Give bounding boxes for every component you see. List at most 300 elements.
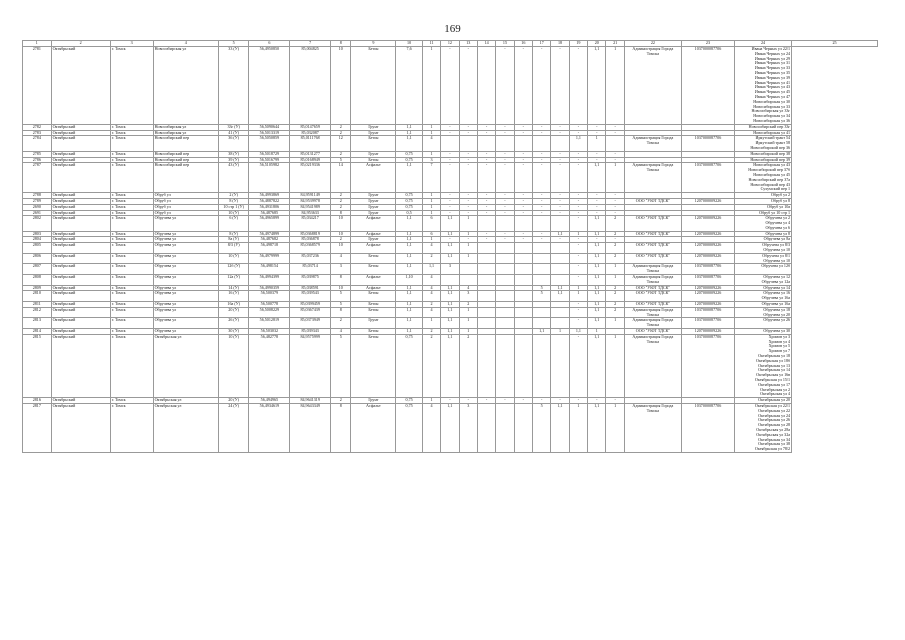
table-row: [23, 403, 878, 452]
house-cell: 20 (У): [218, 398, 249, 404]
district-cell: Октябрьский: [51, 307, 110, 318]
longitude-cell: 85,0219336: [290, 163, 331, 193]
value-cell: -: [496, 231, 514, 237]
value-cell: [477, 275, 495, 286]
column-number: 22: [624, 41, 681, 47]
value-cell: 1,1: [422, 264, 440, 275]
value-cell: -: [441, 204, 459, 210]
count-cell: 2: [331, 398, 351, 404]
value-cell: [496, 264, 514, 275]
row-number: 2784: [23, 136, 52, 151]
value-cell: 1,1: [441, 253, 459, 264]
ogrn-cell: 1037000087706: [681, 163, 734, 193]
value-cell: -: [477, 151, 495, 157]
value-cell: -: [606, 157, 624, 163]
value-cell: 1: [422, 198, 440, 204]
value-cell: 1,1: [396, 318, 423, 329]
value-cell: [496, 307, 514, 318]
house-cell: 30 (У): [218, 329, 249, 335]
latitude-cell: 56,4965899: [249, 216, 290, 231]
row-number: 2815: [23, 334, 52, 397]
value-cell: 1,1: [588, 403, 606, 452]
longitude-cell: 85,034217: [290, 216, 331, 231]
value-cell: -: [459, 204, 477, 210]
surface-cell: Асфальт: [351, 275, 396, 286]
latitude-cell: 56,487682: [249, 237, 290, 243]
value-cell: 0,75: [396, 398, 423, 404]
street-cell: Октябрьская ул: [153, 403, 218, 452]
street-cell: Обруб ул: [153, 210, 218, 216]
surface-cell: Асфальт: [351, 216, 396, 231]
value-cell: -: [551, 151, 569, 157]
value-cell: 1: [422, 193, 440, 199]
value-cell: 1,1: [441, 334, 459, 397]
value-cell: 2: [606, 253, 624, 264]
value-cell: -: [551, 198, 569, 204]
house-cell: 20 (У): [218, 307, 249, 318]
value-cell: -: [569, 237, 587, 243]
value-cell: 1,1: [441, 307, 459, 318]
longitude-cell: 85,039343: [290, 329, 331, 335]
value-cell: -: [606, 210, 624, 216]
district-cell: Октябрьский: [51, 291, 110, 302]
value-cell: [551, 216, 569, 231]
count-cell: 2: [331, 237, 351, 243]
value-cell: 2: [606, 302, 624, 308]
district-cell: Октябрьский: [51, 130, 110, 136]
address-line: Октябрьская ул 20: [758, 397, 791, 403]
value-cell: 1: [569, 403, 587, 452]
address-line: Октябрьская ул 14: [758, 367, 791, 373]
count-cell: 2: [331, 198, 351, 204]
address-line: Октябрьская ул 28а: [756, 426, 791, 432]
value-cell: -: [496, 193, 514, 199]
value-cell: 1: [422, 124, 440, 130]
value-cell: 1: [606, 163, 624, 193]
address-line: Октябрьская ул 22: [758, 407, 791, 413]
address-line: Октябрьская ул 15/1: [754, 377, 791, 382]
longitude-cell: 85,0399459: [290, 302, 331, 308]
value-cell: -: [533, 151, 551, 157]
district-cell: Октябрьский: [51, 318, 110, 329]
value-cell: -: [551, 163, 569, 193]
owner-cell: ООО "УЮТ ТДСК": [624, 253, 681, 264]
value-cell: 2: [422, 302, 440, 308]
value-cell: -: [588, 398, 606, 404]
table-row: [23, 47, 878, 125]
address-line: Октябрьская ул 28: [758, 422, 791, 428]
longitude-cell: 85,0368579: [290, 243, 331, 254]
street-cell: Обручева ул: [153, 275, 218, 286]
column-number: 4: [153, 41, 218, 47]
value-cell: -: [514, 157, 532, 163]
address-line: Новосибирский пер 33г: [748, 124, 791, 129]
latitude-cell: 56,482778: [249, 334, 290, 397]
street-cell: Новосибирская ул: [153, 130, 218, 136]
value-cell: -: [533, 124, 551, 130]
value-cell: -: [533, 130, 551, 136]
value-cell: -: [588, 204, 606, 210]
address-line: Обручева ул 26: [763, 317, 791, 323]
value-cell: -: [569, 193, 587, 199]
surface-cell: Бетон: [351, 264, 396, 275]
column-number: 16: [514, 41, 532, 47]
house-cell: 12а (У): [218, 275, 249, 286]
count-cell: 2: [331, 204, 351, 210]
value-cell: -: [569, 243, 587, 254]
value-cell: 1: [422, 318, 440, 329]
value-cell: -: [606, 204, 624, 210]
address-line: Обруб ул 10 стр 1: [759, 210, 791, 215]
latitude-cell: 56,5012819: [249, 318, 290, 329]
table-row: [23, 307, 878, 318]
ogrn-cell: 1037000087706: [681, 47, 734, 125]
latitude-cell: 56,498154: [249, 264, 290, 275]
longitude-cell: 84,9575999: [290, 334, 331, 397]
district-cell: Октябрьский: [51, 329, 110, 335]
street-cell: Обруб ул: [153, 198, 218, 204]
value-cell: -: [496, 204, 514, 210]
latitude-cell: 56,4887822: [249, 198, 290, 204]
value-cell: 1,1: [396, 329, 423, 335]
district-cell: Октябрьский: [51, 47, 110, 125]
district-cell: Октябрьский: [51, 231, 110, 237]
city-cell: г. Томск: [110, 204, 153, 210]
addresses-cell: [734, 334, 791, 397]
city-cell: г. Томск: [110, 302, 153, 308]
value-cell: 1: [569, 285, 587, 291]
address-line: Обручева ул 30: [763, 328, 791, 334]
value-cell: -: [441, 163, 459, 193]
value-cell: 1: [459, 216, 477, 231]
value-cell: [459, 275, 477, 286]
value-cell: 1,1: [441, 231, 459, 237]
surface-cell: Асфальт: [351, 231, 396, 237]
value-cell: 1,1: [441, 243, 459, 254]
value-cell: -: [514, 210, 532, 216]
city-cell: г. Томск: [110, 136, 153, 151]
table-row: [23, 264, 878, 275]
value-cell: -: [588, 193, 606, 199]
longitude-cell: 84,9541989: [290, 204, 331, 210]
street-cell: Обручева ул: [153, 285, 218, 291]
latitude-cell: 56,5018729: [249, 151, 290, 157]
city-cell: г. Томск: [110, 264, 153, 275]
value-cell: 1: [606, 334, 624, 397]
district-cell: Октябрьский: [51, 334, 110, 397]
address-line: Новосибирский пер 43: [750, 181, 791, 187]
value-cell: -: [569, 318, 587, 329]
owner-cell: ООО "УЮТ ТДСК": [624, 231, 681, 237]
value-cell: [477, 307, 495, 318]
addresses-cell: [734, 216, 791, 231]
value-cell: -: [514, 47, 532, 125]
row-number: 2816: [23, 398, 52, 404]
value-cell: [514, 216, 532, 231]
value-cell: -: [533, 198, 551, 204]
value-cell: -: [496, 151, 514, 157]
value-cell: -: [441, 398, 459, 404]
surface-cell: Бетон: [351, 334, 396, 397]
ogrn-cell: 1207000009226: [681, 253, 734, 264]
address-line: Октябрьская ул 24: [758, 412, 791, 418]
surface-cell: Асфальт: [351, 285, 396, 291]
value-cell: 1,1: [441, 285, 459, 291]
row-number: 2806: [23, 253, 52, 264]
value-cell: 1: [459, 318, 477, 329]
value-cell: 0,75: [396, 198, 423, 204]
row-number: 2817: [23, 403, 52, 452]
value-cell: -: [441, 157, 459, 163]
count-cell: 10: [331, 285, 351, 291]
column-number: 1: [23, 41, 52, 47]
district-cell: Октябрьский: [51, 193, 110, 199]
addresses-cell: [734, 403, 791, 452]
column-number: 2: [51, 41, 110, 47]
value-cell: [551, 275, 569, 286]
addresses-cell: [734, 253, 791, 264]
value-cell: 6: [422, 216, 440, 231]
longitude-cell: 85,032087: [290, 130, 331, 136]
street-cell: Новосибирская ул: [153, 124, 218, 130]
value-cell: -: [477, 157, 495, 163]
value-cell: 1,1: [396, 291, 423, 302]
ogrn-cell: 1207000009226: [681, 231, 734, 237]
address-line: Обручева ул 8: [765, 231, 791, 236]
surface-cell: Грунт: [351, 210, 396, 216]
value-cell: [514, 275, 532, 286]
address-line: Обручева ул 6: [765, 224, 791, 230]
value-cell: -: [569, 151, 587, 157]
value-cell: 1,1: [551, 291, 569, 302]
value-cell: [551, 307, 569, 318]
house-cell: 36 (У): [218, 136, 249, 151]
longitude-cell: 84,9591149: [290, 193, 331, 199]
house-cell: 8 (У): [218, 231, 249, 237]
surface-cell: Бетон: [351, 157, 396, 163]
value-cell: [551, 334, 569, 397]
value-cell: -: [569, 398, 587, 404]
value-cell: 0,75: [396, 151, 423, 157]
table-row: [23, 275, 878, 286]
value-cell: -: [569, 210, 587, 216]
latitude-cell: 56,4934619: [249, 403, 290, 452]
value-cell: [551, 264, 569, 275]
value-cell: [477, 136, 495, 151]
row-number: 2812: [23, 307, 52, 318]
owner-cell: Администрация Города Томска: [624, 47, 681, 125]
column-number: 5: [218, 41, 249, 47]
district-cell: Октябрьский: [51, 253, 110, 264]
value-cell: -: [514, 237, 532, 243]
address-line: Новосибирский пер 39: [750, 157, 791, 162]
value-cell: -: [569, 216, 587, 231]
address-line: Октябрьская ул 78/2: [754, 446, 791, 452]
table-row: [23, 163, 878, 193]
latitude-cell: 56,5013319: [249, 130, 290, 136]
value-cell: [459, 136, 477, 151]
value-cell: [551, 243, 569, 254]
street-cell: Обручева ул: [153, 253, 218, 264]
latitude-cell: 56,4994399: [249, 275, 290, 286]
value-cell: 1: [459, 231, 477, 237]
street-cell: Обручева ул: [153, 329, 218, 335]
value-cell: -: [569, 130, 587, 136]
surface-cell: Грунт: [351, 130, 396, 136]
value-cell: 4: [422, 307, 440, 318]
value-cell: 1,1: [396, 302, 423, 308]
count-cell: 2: [331, 318, 351, 329]
value-cell: 1: [422, 237, 440, 243]
value-cell: -: [533, 237, 551, 243]
value-cell: -: [477, 204, 495, 210]
value-cell: -: [496, 47, 514, 125]
count-cell: 2: [331, 151, 351, 157]
value-cell: 1,1: [588, 285, 606, 291]
city-cell: г. Томск: [110, 291, 153, 302]
value-cell: -: [459, 124, 477, 130]
value-cell: 1: [588, 136, 606, 151]
longitude-cell: 85,0147659: [290, 124, 331, 130]
value-cell: [477, 334, 495, 397]
value-cell: 1: [422, 204, 440, 210]
latitude-cell: 56,500778: [249, 302, 290, 308]
surface-cell: Грунт: [351, 151, 396, 157]
value-cell: 1,1: [396, 130, 423, 136]
value-cell: 4: [422, 275, 440, 286]
value-cell: 3: [422, 157, 440, 163]
column-number: 24: [734, 41, 791, 47]
address-line: Октябрьская ул 38: [758, 441, 791, 447]
address-line: Обручева ул 8/3: [762, 242, 791, 248]
district-cell: Октябрьский: [51, 124, 110, 130]
value-cell: 0,75: [396, 403, 423, 452]
city-cell: г. Томск: [110, 193, 153, 199]
value-cell: -: [588, 210, 606, 216]
city-cell: г. Томск: [110, 163, 153, 193]
house-cell: 24 (У): [218, 403, 249, 452]
addresses-cell: [734, 163, 791, 193]
count-cell: 8: [331, 210, 351, 216]
address-line: Обручева ул 14: [763, 285, 791, 290]
owner-cell: ООО "УЮТ ТДСК": [624, 198, 681, 204]
value-cell: [551, 253, 569, 264]
ogrn-cell: 1207000009226: [681, 216, 734, 231]
value-cell: [533, 264, 551, 275]
city-cell: г. Томск: [110, 403, 153, 452]
value-cell: 5: [533, 291, 551, 302]
value-cell: 4: [422, 291, 440, 302]
value-cell: 1,1: [569, 136, 587, 151]
value-cell: -: [477, 124, 495, 130]
count-cell: 8: [331, 307, 351, 318]
address-line: Новосибирская ул 41: [753, 130, 791, 135]
count-cell: 14: [331, 163, 351, 193]
value-cell: -: [551, 47, 569, 125]
latitude-cell: 56,4993869: [249, 193, 290, 199]
city-cell: г. Томск: [110, 253, 153, 264]
count-cell: 3: [331, 264, 351, 275]
value-cell: -: [569, 334, 587, 397]
address-line: Новосибирский пер 38: [750, 151, 791, 156]
address-line: Обручева ул 12а: [761, 278, 791, 284]
latitude-cell: 56,4950850: [249, 47, 290, 125]
owner-cell: Администрация Города Томска: [624, 334, 681, 397]
value-cell: -: [551, 193, 569, 199]
street-cell: Новосибирская ул: [153, 47, 218, 125]
value-cell: -: [606, 198, 624, 204]
column-number: 20: [588, 41, 606, 47]
street-cell: Обручева ул: [153, 318, 218, 329]
row-number: 2814: [23, 329, 52, 335]
value-cell: 1,1: [441, 291, 459, 302]
house-cell: 43 (У): [218, 163, 249, 193]
address-line: Новосибирский пер 36: [750, 144, 791, 150]
address-line: Октябрьская ул 17: [758, 381, 791, 387]
addresses-cell: [734, 243, 791, 254]
count-cell: 5: [331, 334, 351, 397]
address-line: Октябрьская ул 22/1: [754, 403, 791, 408]
address-line: Хромов ул 7: [768, 348, 791, 354]
value-cell: -: [588, 124, 606, 130]
address-line: Октябрьская ул 34: [758, 436, 791, 442]
address-line: Новосибирская ул 36: [753, 117, 791, 123]
value-cell: -: [606, 151, 624, 157]
house-cell: 16 (У): [218, 291, 249, 302]
address-line: Иркутский тракт 54: [755, 135, 791, 141]
value-cell: [514, 136, 532, 151]
district-cell: Октябрьский: [51, 403, 110, 452]
value-cell: -: [459, 151, 477, 157]
value-cell: [606, 136, 624, 151]
address-line: Обручева ул 12б: [761, 263, 791, 269]
surface-cell: Грунт: [351, 124, 396, 130]
value-cell: 2: [606, 307, 624, 318]
house-cell: 10 (У): [218, 253, 249, 264]
value-cell: -: [551, 130, 569, 136]
value-cell: -: [496, 124, 514, 130]
value-cell: 1: [422, 130, 440, 136]
value-cell: 1,1: [569, 329, 587, 335]
value-cell: [496, 243, 514, 254]
ogrn-cell: 1037000087706: [681, 307, 734, 318]
owner-cell: ООО "УЮТ ТДСК": [624, 243, 681, 254]
value-cell: [533, 334, 551, 397]
value-cell: 1,1: [588, 243, 606, 254]
row-number: 2789: [23, 198, 52, 204]
address-line: Октябрьская ул 26: [758, 417, 791, 423]
street-cell: Обруб ул: [153, 204, 218, 210]
value-cell: 1,1: [551, 285, 569, 291]
street-cell: Обручева ул: [153, 243, 218, 254]
house-cell: 8а (У): [218, 237, 249, 243]
value-cell: 1: [459, 253, 477, 264]
value-cell: -: [606, 130, 624, 136]
count-cell: 2: [331, 130, 351, 136]
house-cell: 33 (У): [218, 47, 249, 125]
value-cell: -: [588, 130, 606, 136]
district-cell: Октябрьский: [51, 237, 110, 243]
city-cell: г. Томск: [110, 124, 153, 130]
latitude-cell: 56,494965: [249, 398, 290, 404]
value-cell: -: [569, 124, 587, 130]
value-cell: [551, 136, 569, 151]
street-cell: Новосибирский пер: [153, 151, 218, 157]
value-cell: [496, 136, 514, 151]
value-cell: 1: [606, 318, 624, 329]
value-cell: 4: [422, 285, 440, 291]
value-cell: 1: [569, 231, 587, 237]
